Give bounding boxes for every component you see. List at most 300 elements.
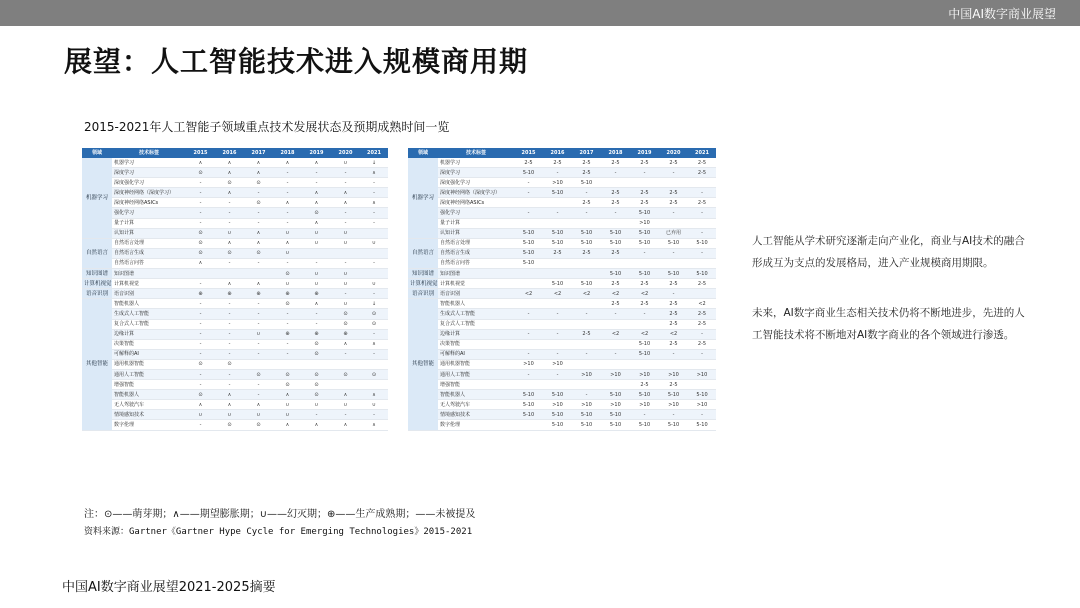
value-cell: 5-10: [688, 238, 716, 248]
value-cell: 5-10: [601, 410, 630, 420]
value-cell: ∧: [302, 198, 331, 208]
value-cell: ∪: [302, 269, 331, 279]
value-cell: -: [543, 309, 572, 319]
table-row: [408, 349, 716, 359]
tech-label-cell: 智能机器人: [112, 299, 186, 309]
value-cell: 5-10: [572, 238, 601, 248]
column-header: 技术标签: [438, 148, 514, 158]
value-cell: [331, 380, 360, 390]
value-cell: [302, 359, 331, 369]
column-header: 2018: [273, 148, 302, 158]
table-row: [82, 238, 388, 248]
table-row: [408, 208, 716, 218]
value-cell: 2-5: [601, 248, 630, 258]
value-cell: -: [273, 319, 302, 329]
value-cell: -: [659, 208, 688, 218]
domain-cell: 其他智能: [408, 299, 438, 430]
top-bar: [0, 0, 1080, 26]
value-cell: >10: [601, 369, 630, 379]
tech-label-cell: 边缘计算: [112, 329, 186, 339]
value-cell: 2-5: [659, 279, 688, 289]
tech-label-cell: 自然语言生成: [438, 248, 514, 258]
value-cell: [514, 198, 543, 208]
value-cell: 5-10: [630, 228, 659, 238]
value-cell: [514, 339, 543, 349]
value-cell: >10: [543, 400, 572, 410]
value-cell: -: [331, 208, 360, 218]
value-cell: ∧: [273, 420, 302, 430]
value-cell: 2-5: [659, 319, 688, 329]
value-cell: ∧: [244, 228, 273, 238]
value-cell: 5-10: [543, 228, 572, 238]
value-cell: -: [273, 188, 302, 198]
value-cell: 5-10: [543, 188, 572, 198]
value-cell: >10: [514, 359, 543, 369]
value-cell: >10: [572, 369, 601, 379]
value-cell: 2-5: [659, 380, 688, 390]
value-cell: ∧: [244, 158, 273, 168]
tech-label-cell: 机器学习: [112, 158, 186, 168]
value-cell: -: [688, 410, 716, 420]
tech-label-cell: 计算机视觉: [438, 279, 514, 289]
value-cell: ∧: [302, 158, 331, 168]
value-cell: ∪: [360, 400, 388, 410]
value-cell: [215, 269, 244, 279]
tech-label-cell: 知识图谱: [112, 269, 186, 279]
value-cell: 2-5: [688, 158, 716, 168]
value-cell: 2-5: [601, 279, 630, 289]
column-header: 技术标签: [112, 148, 186, 158]
domain-cell: 自然语言: [82, 238, 112, 268]
domain-cell: 计算机视觉: [408, 279, 438, 289]
value-cell: 5-10: [601, 420, 630, 430]
value-cell: -: [244, 319, 273, 329]
value-cell: -: [601, 208, 630, 218]
value-cell: -: [273, 339, 302, 349]
value-cell: ∧: [273, 158, 302, 168]
value-cell: ∧: [360, 168, 388, 178]
value-cell: 5-10: [630, 208, 659, 218]
value-cell: -: [273, 218, 302, 228]
value-cell: -: [659, 248, 688, 258]
value-cell: ⊙: [186, 390, 215, 400]
tech-label-cell: 深度神经网络（深度学习）: [438, 188, 514, 198]
value-cell: [572, 299, 601, 309]
value-cell: -: [331, 410, 360, 420]
value-cell: 2-5: [601, 198, 630, 208]
value-cell: >10: [659, 369, 688, 379]
value-cell: 5-10: [572, 420, 601, 430]
table-row: [408, 258, 716, 268]
value-cell: -: [273, 208, 302, 218]
value-cell: -: [360, 188, 388, 198]
value-cell: ⊙: [215, 248, 244, 258]
value-cell: -: [215, 208, 244, 218]
value-cell: -: [215, 349, 244, 359]
value-cell: -: [514, 329, 543, 339]
value-cell: -: [302, 258, 331, 268]
value-cell: -: [572, 309, 601, 319]
value-cell: -: [215, 258, 244, 268]
table-row: [408, 400, 716, 410]
value-cell: <2: [630, 289, 659, 299]
value-cell: -: [688, 188, 716, 198]
table-row: [408, 410, 716, 420]
table-row: [82, 369, 388, 379]
value-cell: [514, 299, 543, 309]
value-cell: >10: [601, 400, 630, 410]
value-cell: [688, 218, 716, 228]
value-cell: 5-10: [572, 279, 601, 289]
tech-label-cell: 深度神经网络（深度学习）: [112, 188, 186, 198]
value-cell: ⊕: [273, 289, 302, 299]
tech-label-cell: 智能机器人: [438, 390, 514, 400]
value-cell: 2-5: [601, 299, 630, 309]
value-cell: -: [543, 168, 572, 178]
tech-label-cell: 语音识别: [112, 289, 186, 299]
value-cell: ∧: [273, 238, 302, 248]
value-cell: ∧: [331, 420, 360, 430]
page-title: 展望：人工智能技术进入规模商用期: [64, 45, 529, 78]
value-cell: [543, 319, 572, 329]
value-cell: -: [659, 349, 688, 359]
value-cell: -: [360, 178, 388, 188]
value-cell: 2-5: [659, 339, 688, 349]
value-cell: [186, 269, 215, 279]
value-cell: -: [543, 329, 572, 339]
tech-label-cell: 可解释的AI: [438, 349, 514, 359]
value-cell: 5-10: [514, 258, 543, 268]
value-cell: ↓: [360, 158, 388, 168]
value-cell: [630, 178, 659, 188]
value-cell: 5-10: [630, 238, 659, 248]
tech-label-cell: 知识图谱: [438, 269, 514, 279]
value-cell: [543, 380, 572, 390]
value-cell: ∪: [273, 228, 302, 238]
tech-label-cell: 自然语言处理: [112, 238, 186, 248]
value-cell: >10: [688, 400, 716, 410]
value-cell: ⊙: [302, 349, 331, 359]
tech-label-cell: 自然语言处理: [438, 238, 514, 248]
value-cell: ∪: [186, 410, 215, 420]
value-cell: ∪: [273, 400, 302, 410]
table-row: [408, 420, 716, 430]
value-cell: -: [273, 168, 302, 178]
outlook-paragraph: 未来，AI数字商业生态相关技术仍将不断地进步，先进的人工智能技术将不断地对AI数字商业的各个领域进行渗透。: [752, 307, 1025, 341]
value-cell: -: [302, 309, 331, 319]
tech-label-cell: 量子计算: [112, 218, 186, 228]
value-cell: 2-5: [514, 158, 543, 168]
value-cell: 5-10: [659, 269, 688, 279]
domain-cell: 机器学习: [82, 158, 112, 238]
value-cell: ⊙: [186, 168, 215, 178]
table-row: [82, 158, 388, 168]
value-cell: 2-5: [688, 279, 716, 289]
value-cell: -: [514, 309, 543, 319]
value-cell: 5-10: [572, 228, 601, 238]
value-cell: 5-10: [630, 420, 659, 430]
value-cell: -: [543, 369, 572, 379]
value-cell: -: [186, 380, 215, 390]
value-cell: 2-5: [659, 309, 688, 319]
value-cell: -: [186, 299, 215, 309]
value-cell: -: [186, 349, 215, 359]
value-cell: ∪: [215, 228, 244, 238]
value-cell: ⊙: [273, 369, 302, 379]
value-cell: 2-5: [572, 248, 601, 258]
table-row: [82, 420, 388, 430]
value-cell: -: [273, 258, 302, 268]
tech-label-cell: 情境感知技术: [438, 410, 514, 420]
value-cell: 5-10: [601, 269, 630, 279]
table-row: [82, 289, 388, 299]
table-row: [408, 380, 716, 390]
table-row: [408, 248, 716, 258]
tech-label-cell: 通用人工智能: [112, 369, 186, 379]
value-cell: -: [514, 208, 543, 218]
table-row: [408, 168, 716, 178]
value-cell: [601, 380, 630, 390]
value-cell: ⊕: [273, 329, 302, 339]
table-row: [408, 390, 716, 400]
value-cell: [543, 258, 572, 268]
value-cell: [688, 289, 716, 299]
value-cell: [688, 380, 716, 390]
value-cell: -: [244, 188, 273, 198]
tech-label-cell: 决策智能: [438, 339, 514, 349]
value-cell: -: [659, 410, 688, 420]
domain-cell: 其他智能: [82, 299, 112, 430]
value-cell: -: [659, 168, 688, 178]
tech-label-cell: 数字伦理: [438, 420, 514, 430]
value-cell: ⊙: [244, 198, 273, 208]
value-cell: <2: [514, 289, 543, 299]
value-cell: [630, 319, 659, 329]
value-cell: ∪: [331, 238, 360, 248]
tech-label-cell: 深度强化学习: [438, 178, 514, 188]
value-cell: 2-5: [601, 188, 630, 198]
table-row: [82, 258, 388, 268]
value-cell: [360, 228, 388, 238]
value-cell: <2: [601, 329, 630, 339]
value-cell: ∧: [215, 168, 244, 178]
value-cell: ⊙: [360, 309, 388, 319]
tech-label-cell: 智能机器人: [112, 390, 186, 400]
table-row: [82, 410, 388, 420]
tech-label-cell: 强化学习: [112, 208, 186, 218]
value-cell: 5-10: [659, 238, 688, 248]
value-cell: -: [360, 349, 388, 359]
value-cell: ⊙: [302, 208, 331, 218]
value-cell: -: [688, 208, 716, 218]
value-cell: >10: [543, 178, 572, 188]
value-cell: 5-10: [659, 390, 688, 400]
tech-label-cell: 数字伦理: [112, 420, 186, 430]
table-row: [408, 218, 716, 228]
table-subtitle: 2015-2021年人工智能子领域重点技术发展状态及预期成熟时间一览: [84, 120, 450, 134]
value-cell: -: [543, 208, 572, 218]
column-header: 2019: [302, 148, 331, 158]
value-cell: ⊙: [273, 299, 302, 309]
table-row: [408, 198, 716, 208]
value-cell: -: [630, 309, 659, 319]
value-cell: ∧: [215, 400, 244, 410]
table-row: [82, 400, 388, 410]
value-cell: [273, 359, 302, 369]
value-cell: [360, 380, 388, 390]
value-cell: ⊙: [273, 269, 302, 279]
value-cell: [360, 359, 388, 369]
value-cell: -: [215, 299, 244, 309]
value-cell: -: [186, 178, 215, 188]
value-cell: [630, 258, 659, 268]
tech-label-cell: 情境感知技术: [112, 410, 186, 420]
tech-label-cell: 自然语言问答: [438, 258, 514, 268]
value-cell: 2-5: [688, 319, 716, 329]
value-cell: [601, 359, 630, 369]
value-cell: [572, 339, 601, 349]
value-cell: 5-10: [543, 279, 572, 289]
value-cell: ⊙: [302, 380, 331, 390]
value-cell: ∪: [273, 279, 302, 289]
value-cell: 5-10: [659, 420, 688, 430]
value-cell: ∪: [302, 279, 331, 289]
value-cell: 5-10: [514, 400, 543, 410]
value-cell: 5-10: [688, 420, 716, 430]
value-cell: [572, 380, 601, 390]
value-cell: 5-10: [601, 228, 630, 238]
value-cell: >10: [630, 369, 659, 379]
value-cell: -: [514, 188, 543, 198]
value-cell: ⊕: [302, 289, 331, 299]
value-cell: ∧: [186, 258, 215, 268]
column-header: 领域: [408, 148, 438, 158]
value-cell: 5-10: [543, 420, 572, 430]
value-cell: ∪: [302, 400, 331, 410]
value-cell: ⊙: [302, 369, 331, 379]
value-cell: ⊙: [215, 420, 244, 430]
value-cell: -: [360, 410, 388, 420]
value-cell: 2-5: [572, 168, 601, 178]
value-cell: ⊕: [215, 289, 244, 299]
value-cell: ∧: [215, 238, 244, 248]
value-cell: <2: [572, 289, 601, 299]
table-row: [82, 279, 388, 289]
value-cell: -: [514, 178, 543, 188]
value-cell: [659, 178, 688, 188]
value-cell: [331, 359, 360, 369]
value-cell: <2: [688, 299, 716, 309]
value-cell: [244, 269, 273, 279]
value-cell: -: [360, 329, 388, 339]
value-cell: ⊕: [331, 329, 360, 339]
value-cell: [572, 319, 601, 329]
value-cell: ⊙: [244, 178, 273, 188]
column-header: 2020: [659, 148, 688, 158]
value-cell: ∧: [273, 198, 302, 208]
table-row: [82, 329, 388, 339]
value-cell: -: [215, 319, 244, 329]
value-cell: ⊙: [186, 359, 215, 369]
value-cell: ∧: [331, 198, 360, 208]
tech-label-cell: 通用机器智能: [112, 359, 186, 369]
table-row: [82, 198, 388, 208]
tech-label-cell: 生成式人工智能: [438, 309, 514, 319]
value-cell: -: [302, 178, 331, 188]
value-cell: -: [360, 218, 388, 228]
value-cell: ∧: [360, 198, 388, 208]
tech-label-cell: 复合式人工智能: [112, 319, 186, 329]
value-cell: -: [186, 319, 215, 329]
table-row: [82, 299, 388, 309]
value-cell: 2-5: [688, 198, 716, 208]
value-cell: -: [186, 279, 215, 289]
value-cell: [601, 178, 630, 188]
value-cell: -: [331, 178, 360, 188]
value-cell: [688, 258, 716, 268]
value-cell: <2: [601, 289, 630, 299]
value-cell: 5-10: [514, 228, 543, 238]
value-cell: -: [302, 168, 331, 178]
value-cell: ∪: [244, 410, 273, 420]
tech-label-cell: 认知计算: [438, 228, 514, 238]
value-cell: [514, 279, 543, 289]
value-cell: 5-10: [630, 339, 659, 349]
value-cell: ∪: [331, 228, 360, 238]
tech-label-cell: 计算机视觉: [112, 279, 186, 289]
tech-label-cell: 边缘计算: [438, 329, 514, 339]
value-cell: ∪: [302, 228, 331, 238]
value-cell: [572, 269, 601, 279]
value-cell: -: [360, 208, 388, 218]
value-cell: >10: [630, 400, 659, 410]
value-cell: [331, 248, 360, 258]
column-header: 2015: [514, 148, 543, 158]
value-cell: ⊕: [302, 329, 331, 339]
value-cell: 2-5: [630, 279, 659, 289]
column-header: 2018: [601, 148, 630, 158]
value-cell: -: [273, 349, 302, 359]
table-row: [408, 299, 716, 309]
value-cell: -: [601, 168, 630, 178]
value-cell: ⊙: [331, 309, 360, 319]
value-cell: ⊕: [186, 289, 215, 299]
footer-title: 中国AI数字商业展望2021-2025摘要: [62, 580, 276, 595]
value-cell: 2-5: [630, 188, 659, 198]
table-row: [82, 208, 388, 218]
value-cell: ⊙: [244, 369, 273, 379]
value-cell: -: [572, 390, 601, 400]
table-row: [82, 168, 388, 178]
table-row: [82, 218, 388, 228]
tech-label-cell: 增强智能: [438, 380, 514, 390]
value-cell: ⊙: [273, 380, 302, 390]
legend-note: 注：⊙——萌芽期；∧——期望膨胀期；∪——幻灭期；⊕——生产成熟期；——未被提及: [84, 509, 476, 520]
value-cell: -: [302, 319, 331, 329]
value-cell: ∪: [215, 410, 244, 420]
value-cell: -: [630, 248, 659, 258]
table-row: [408, 309, 716, 319]
value-cell: ∪: [273, 410, 302, 420]
value-cell: [630, 359, 659, 369]
domain-cell: 语音识别: [408, 289, 438, 299]
value-cell: -: [630, 410, 659, 420]
value-cell: -: [514, 369, 543, 379]
value-cell: 5-10: [630, 349, 659, 359]
value-cell: -: [514, 349, 543, 359]
value-cell: 2-5: [688, 339, 716, 349]
column-header: 2020: [331, 148, 360, 158]
